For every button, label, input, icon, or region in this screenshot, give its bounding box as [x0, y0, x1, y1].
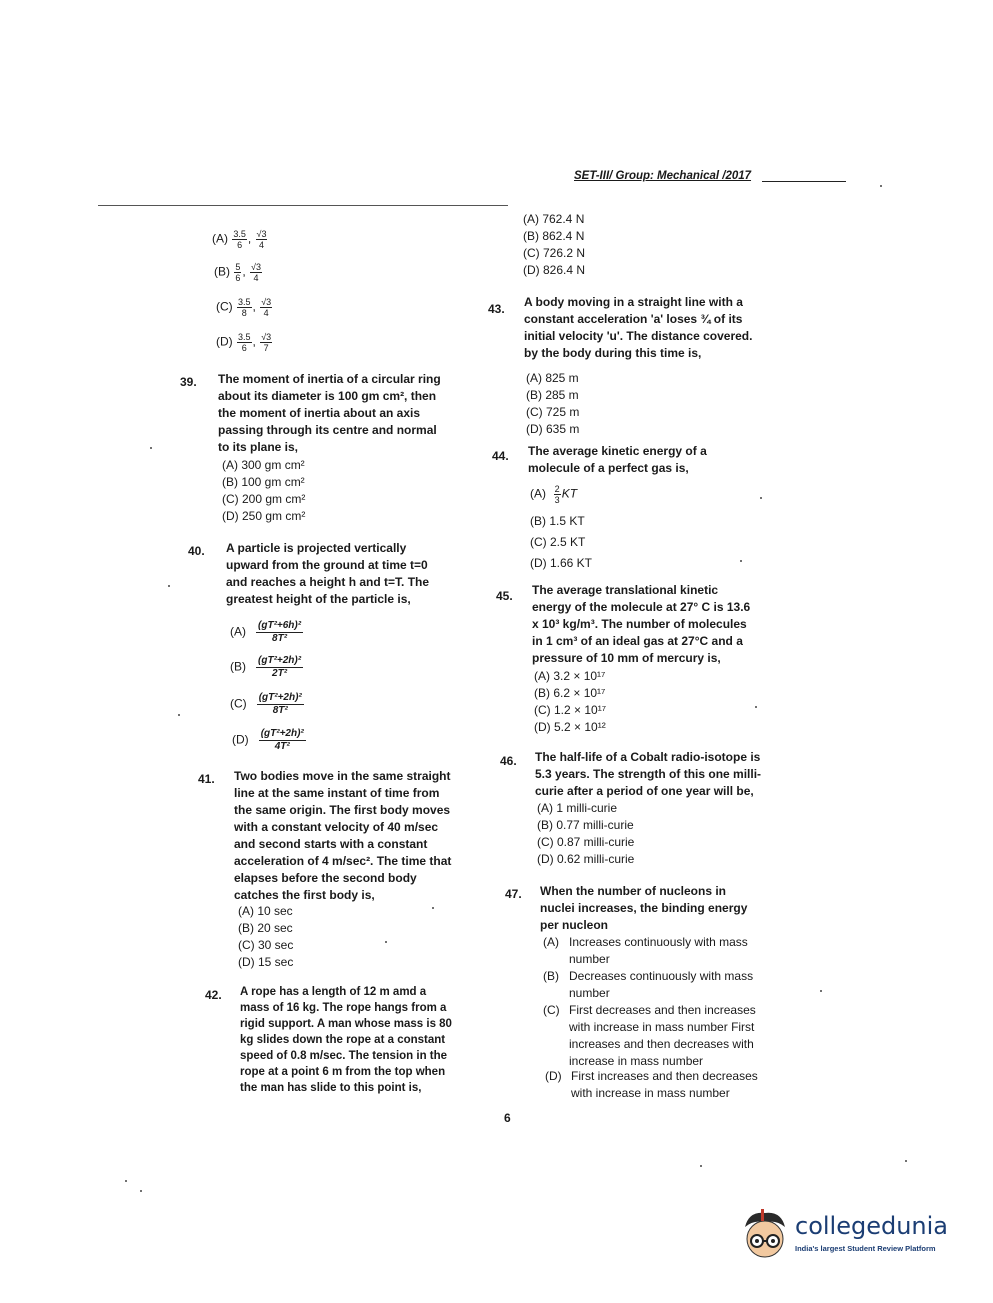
- q47-option-a: (A) Increases continuously with mass number: [543, 935, 748, 966]
- q38-option-b: (B) $\frac{5}{6}$ , $\frac{√3}{4}$: [214, 262, 261, 283]
- q45-options: (A) 3.2 × 10¹⁷ (B) 6.2 × 10¹⁷ (C) 1.2 × 10¹⁷ (D) 5.2 × 10¹²: [534, 669, 607, 734]
- q41-options: (A) 10 sec (B) 20 sec (C) 30 sec (D) 15 sec: [238, 904, 294, 969]
- q43-options: (A) 825 m (B) 285 m (C) 725 m (D) 635 m: [526, 371, 580, 436]
- mascot-icon: [735, 1205, 795, 1265]
- q38-option-c: (C) $\frac{3.5}{8}$ , $\frac{√3}{4}$: [216, 297, 272, 318]
- q46-stem: The half-life of a Cobalt radio-isotope is 5.3 years. The strength of this one milli- curie after a period of one year will be,: [535, 750, 762, 798]
- q41-stem: Two bodies move in the same straight line at the same instant of time from the same origin. The first body moves with a constant velocity of 40 m/sec and second starts with a constant acceleration of 4 m/sec². The time that elapses before the second body catches the first body is,: [234, 769, 452, 902]
- q40-option-d: (D) $\frac{\text{(gT²+2h)²}}{\text{4T²}}$: [232, 728, 304, 752]
- header-rule-left: [98, 205, 508, 206]
- q44-options: (B) 1.5 KT (C) 2.5 KT (D) 1.66 KT: [530, 514, 593, 570]
- q42-options: (A) 762.4 N (B) 862.4 N (C) 726.2 N (D) 826.4 N: [523, 212, 586, 277]
- q39-number: 39.: [180, 375, 197, 389]
- q43-number: 43.: [488, 302, 505, 316]
- q39-stem: The moment of inertia of a circular ring about its diameter is 100 gm cm², then the moment of inertia about an axis passing through its centre and normal to its plane is,: [218, 372, 441, 454]
- q44-stem: The average kinetic energy of a molecule of a perfect gas is,: [528, 444, 707, 475]
- q46-number: 46.: [500, 754, 517, 768]
- q46-options: (A) 1 milli-curie (B) 0.77 milli-curie (C) 0.87 milli-curie (D) 0.62 milli-curie: [537, 801, 635, 866]
- q41-number: 41.: [198, 772, 215, 786]
- q47-option-c: (C) First decreases and then increases with increase in mass number First increases and then decreases with increase in mass number: [543, 1003, 756, 1068]
- q42-stem: A rope has a length of 12 m amd a mass of 16 kg. The rope hangs from a rigid support. A man whose mass is 80 kg slides down the rope at a constant speed of 0.8 m/sec. The tension in the rope at a point 6 m from the top when the man has slide to this point is,: [240, 986, 452, 1094]
- q43-stem: A body moving in a straight line with a constant acceleration 'a' loses ¾ of its initial velocity 'u'. The distance covered. by the body during this time is,: [524, 295, 753, 360]
- q47-option-b: (B) Decreases continuously with mass number: [543, 969, 754, 1000]
- q44-number: 44.: [492, 449, 509, 463]
- q42-number: 42.: [205, 988, 222, 1002]
- logo-tagline: India's largest Student Review Platform: [795, 1244, 936, 1253]
- page-header: SET-III/ Group: Mechanical /2017: [574, 170, 752, 182]
- q40-option-b: (B) $\frac{\text{(gT²+2h)²}}{\text{2T²}}$: [230, 655, 302, 679]
- q40-stem: A particle is projected vertically upward from the ground at time t=0 and reaches a height h and t=T. The greatest height of the particle is,: [226, 541, 430, 606]
- q39-options: (A) 300 gm cm² (B) 100 gm cm² (C) 200 gm cm² (D) 250 gm cm²: [222, 458, 306, 523]
- q47-option-d: (D) First increases and then decreases with increase in mass number: [545, 1069, 758, 1100]
- q40-option-c: (C) $\frac{\text{(gT²+2h)²}}{\text{8T²}}$: [230, 692, 302, 716]
- q45-stem: The average translational kinetic energy of the molecule at 27° C is 13.6 x 10³ kg/m³. The number of molecules in 1 cm³ of an ideal gas at 27°C and a pressure of 10 mm of mercury is,: [532, 583, 751, 665]
- q44-option-a: (A) $\frac{2}{3}$ KT: [530, 484, 578, 505]
- q38-option-d: (D) $\frac{3.5}{6}$ , $\frac{√3}{7}$: [216, 332, 272, 353]
- page-number: 6: [504, 1111, 511, 1125]
- header-rule: [762, 181, 846, 182]
- logo-wordmark: collegedunia: [795, 1212, 949, 1240]
- q38-option-a: (A) $\frac{3.5}{6}$ , $\frac{√3}{4}$: [212, 229, 267, 250]
- q45-number: 45.: [496, 589, 513, 603]
- q40-number: 40.: [188, 544, 205, 558]
- q40-option-a: (A) $\frac{\text{(gT²+6h)²}}{\text{8T²}}$: [230, 620, 302, 644]
- q47-stem: When the number of nucleons in nuclei increases, the binding energy per nucleon: [540, 884, 748, 932]
- q47-number: 47.: [505, 887, 522, 901]
